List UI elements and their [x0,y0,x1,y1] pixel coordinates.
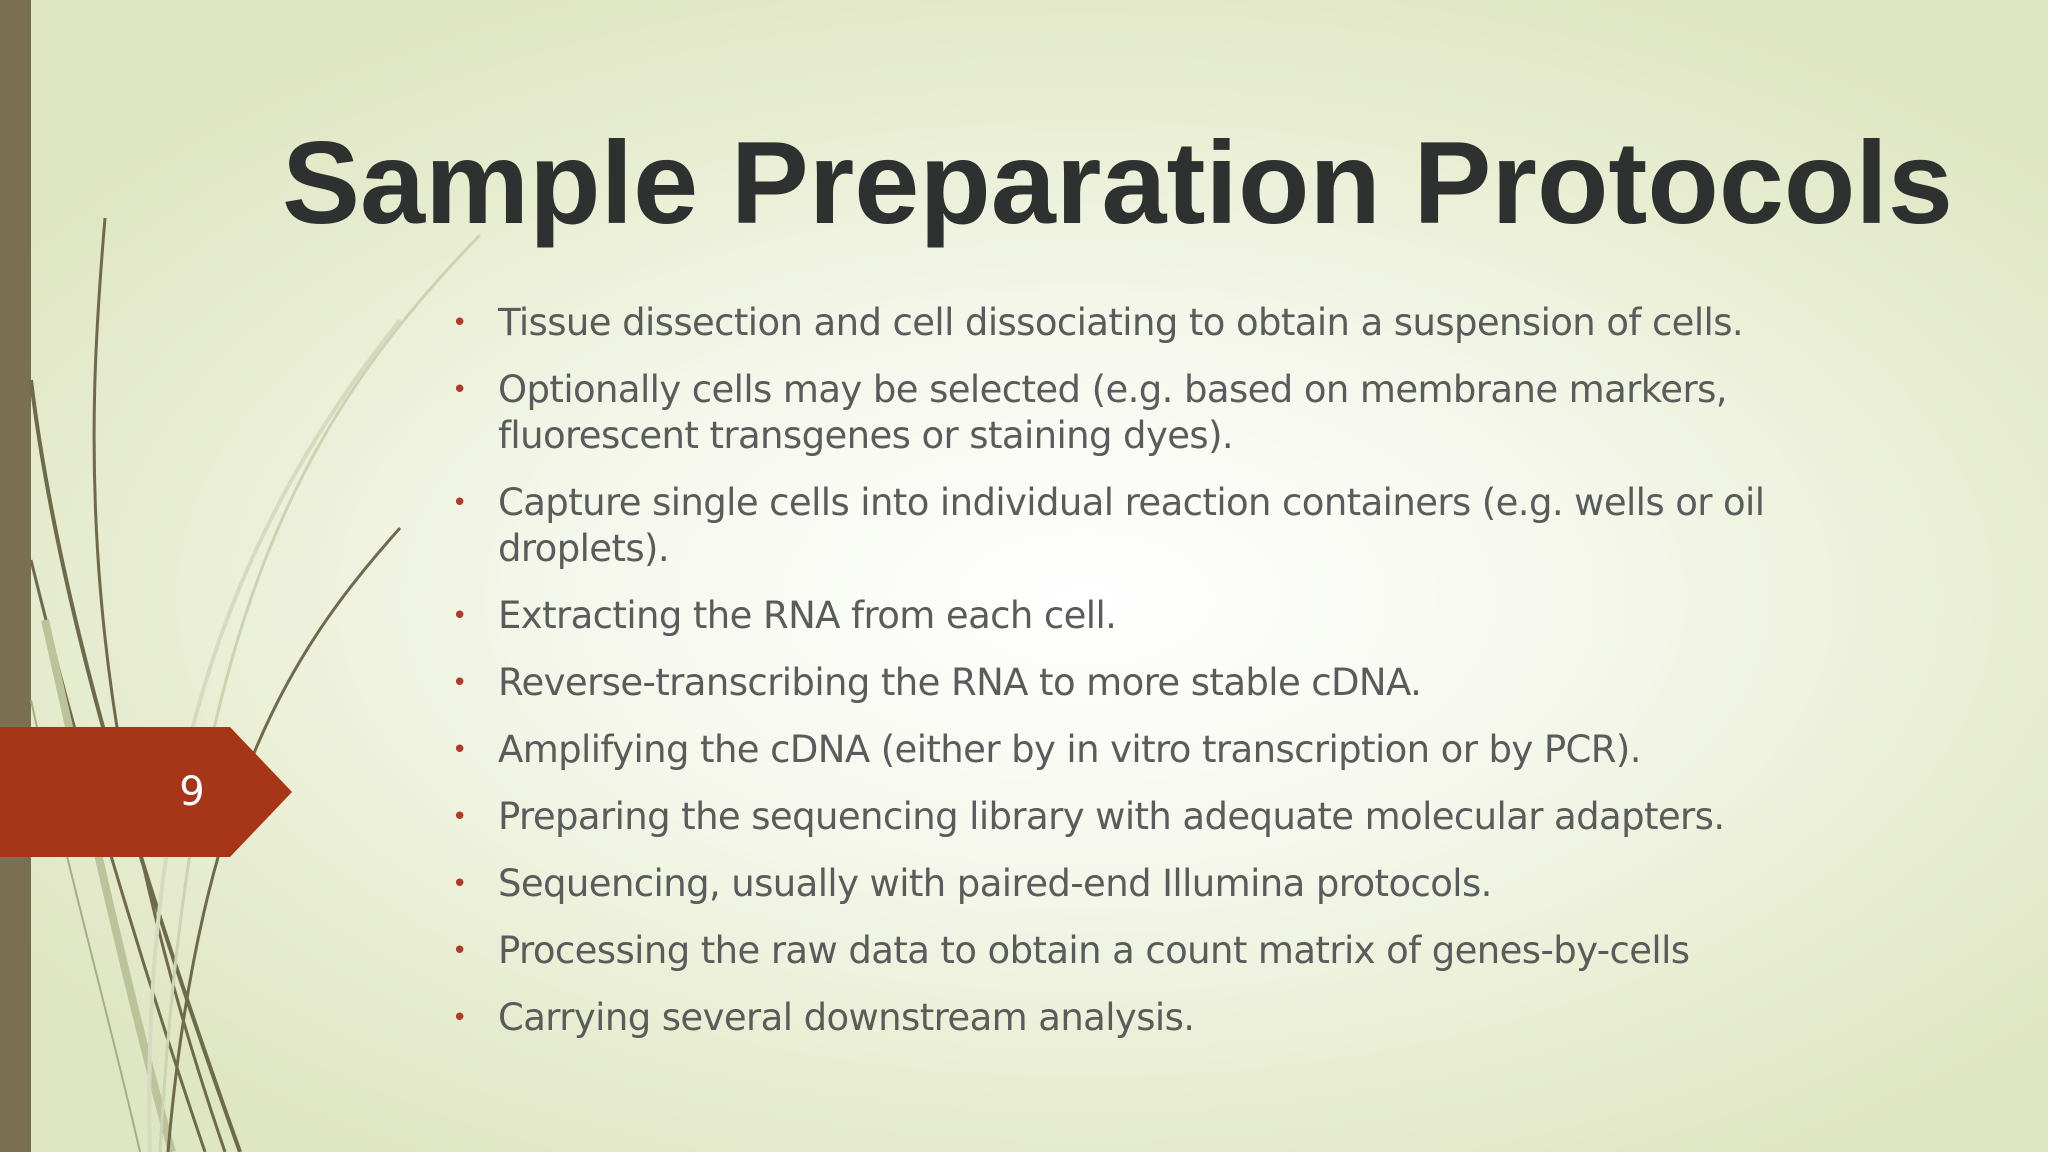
bullet-text: Capture single cells into individual reaction containers (e.g. wells or oil droplets). [498,481,1765,570]
bullet-marker: • [452,308,467,338]
bullet-list [452,300,1872,1062]
bullet-marker: • [452,802,467,832]
bullet-text: Preparing the sequencing library with adequate molecular adapters. [498,795,1725,838]
bullet-item [452,593,1872,639]
bullet-text: Sequencing, usually with paired-end Illumina protocols. [498,862,1492,905]
bullet-marker: • [452,869,467,899]
bullet-text: Carrying several downstream analysis. [498,996,1195,1039]
bullet-marker: • [452,936,467,966]
bullet-text: Tissue dissection and cell dissociating to obtain a suspension of cells. [498,301,1744,344]
bullet-marker: • [452,668,467,698]
bullet-item [452,660,1872,706]
bullet-marker: • [452,601,467,631]
bullet-text: Processing the raw data to obtain a count matrix of genes-by-cells [498,929,1690,972]
bullet-item [452,861,1872,907]
bullet-item [452,995,1872,1041]
bullet-item [452,480,1872,572]
bullet-text: Reverse-transcribing the RNA to more stable cDNA. [498,661,1422,704]
bullet-text: Optionally cells may be selected (e.g. based on membrane markers, fluorescent transgenes or staining dyes). [498,368,1727,457]
bullet-marker: • [452,488,467,518]
bullet-item [452,727,1872,773]
bullet-marker: • [452,375,467,405]
bullet-text: Amplifying the cDNA (either by in vitro transcription or by PCR). [498,728,1641,771]
page-number-marker [0,727,292,857]
bullet-item [452,794,1872,840]
slide-title: Sample Preparation Protocols [282,117,1953,248]
page-number: 9 [179,769,205,815]
bullet-marker: • [452,1003,467,1033]
bullet-marker: • [452,735,467,765]
bullet-item [452,928,1872,974]
bullet-item [452,300,1872,346]
bullet-text: Extracting the RNA from each cell. [498,594,1117,637]
bullet-item [452,367,1872,459]
